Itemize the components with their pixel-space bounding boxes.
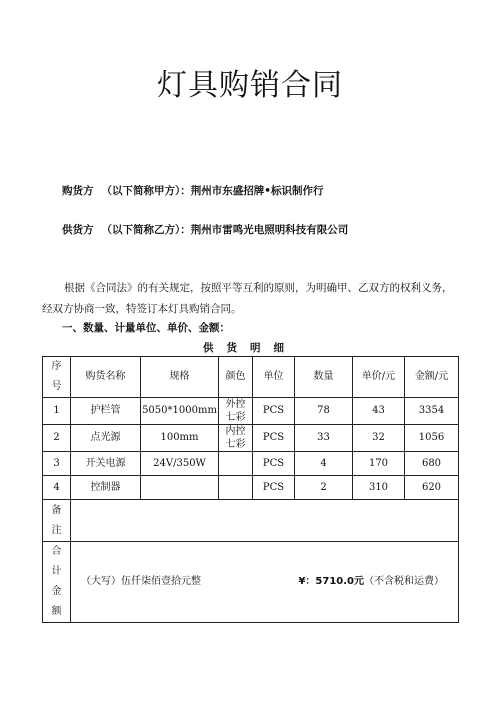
cell-color	[219, 452, 253, 476]
buyer-label: 购货方	[62, 185, 94, 197]
cell-color: 外控七彩	[219, 398, 253, 425]
cell-unit: PCS	[253, 476, 295, 500]
remarks-label-cell: 备注	[43, 500, 71, 542]
cell-seq: 2	[43, 425, 71, 452]
cell-qty: 78	[295, 398, 353, 425]
header-spec: 规格	[141, 357, 219, 398]
cell-color: 内控七彩	[219, 425, 253, 452]
cell-name: 开关电源	[71, 452, 141, 476]
cell-amount: 1056	[405, 425, 459, 452]
cell-name: 点光源	[71, 425, 141, 452]
cell-spec: 100mm	[141, 425, 219, 452]
cell-amount: 680	[405, 452, 459, 476]
cell-price: 310	[353, 476, 405, 500]
total-amount: ¥：5710.0元	[298, 576, 364, 587]
cell-qty: 2	[295, 476, 353, 500]
remarks-row	[43, 500, 459, 542]
table-header-row	[43, 357, 459, 398]
remarks-content	[71, 500, 459, 542]
cell-color	[219, 476, 253, 500]
header-color: 颜色	[219, 357, 253, 398]
cell-amount: 620	[405, 476, 459, 500]
cell-price: 170	[353, 452, 405, 476]
cell-amount: 3354	[405, 398, 459, 425]
table-row	[43, 398, 459, 425]
cell-name: 护栏管	[71, 398, 141, 425]
cell-seq: 1	[43, 398, 71, 425]
header-unit: 单位	[253, 357, 295, 398]
intro-paragraph	[42, 278, 462, 320]
cell-spec: 24V/350W	[141, 452, 219, 476]
cell-name: 控制器	[71, 476, 141, 500]
header-amount: 金额/元	[405, 357, 459, 398]
seller-label: 供货方	[62, 224, 94, 236]
total-amount-line	[298, 575, 444, 589]
header-name: 购货名称	[71, 357, 141, 398]
total-label-cell: 合计金额	[43, 542, 71, 623]
total-row	[43, 542, 459, 623]
cell-spec	[141, 476, 219, 500]
seller-name: 荆州市雷鸣光电照明科技有限公司	[190, 224, 349, 236]
cell-price: 43	[353, 398, 405, 425]
cell-unit: PCS	[253, 452, 295, 476]
table-caption: 供货明细	[203, 342, 297, 354]
cell-seq: 3	[43, 452, 71, 476]
buyer-line	[62, 183, 323, 198]
cell-qty: 4	[295, 452, 353, 476]
seller-line	[62, 222, 348, 237]
table-row	[43, 452, 459, 476]
header-seq: 序号	[43, 357, 71, 398]
intro-text: 根据《合同法》的有关规定，按照平等互利的原则，为明确甲、乙双方的权利义务，经双方协商一致，特签订本灯具购销合同。	[42, 282, 453, 315]
cell-price: 32	[353, 425, 405, 452]
cell-seq: 4	[43, 476, 71, 500]
contract-title: 灯具购销合同	[157, 68, 343, 103]
total-content	[71, 542, 459, 623]
cell-unit: PCS	[253, 398, 295, 425]
buyer-name: 荆州市东盛招牌•标识制作行	[190, 185, 324, 197]
header-qty: 数量	[295, 357, 353, 398]
seller-note: （以下简称乙方）：	[101, 224, 191, 236]
table-row	[43, 425, 459, 452]
buyer-note: （以下简称甲方）：	[101, 185, 191, 197]
total-note: （不含税和运费）	[364, 576, 444, 587]
cell-unit: PCS	[253, 425, 295, 452]
section-heading: 一、数量、计量单位、单价、金额：	[62, 322, 230, 334]
table-row	[43, 476, 459, 500]
cell-qty: 33	[295, 425, 353, 452]
cell-spec: 5050*1000mm	[141, 398, 219, 425]
goods-table	[42, 356, 459, 623]
total-words: （大写）伍仟柒佰壹拾元整	[81, 576, 201, 587]
header-price: 单价/元	[353, 357, 405, 398]
